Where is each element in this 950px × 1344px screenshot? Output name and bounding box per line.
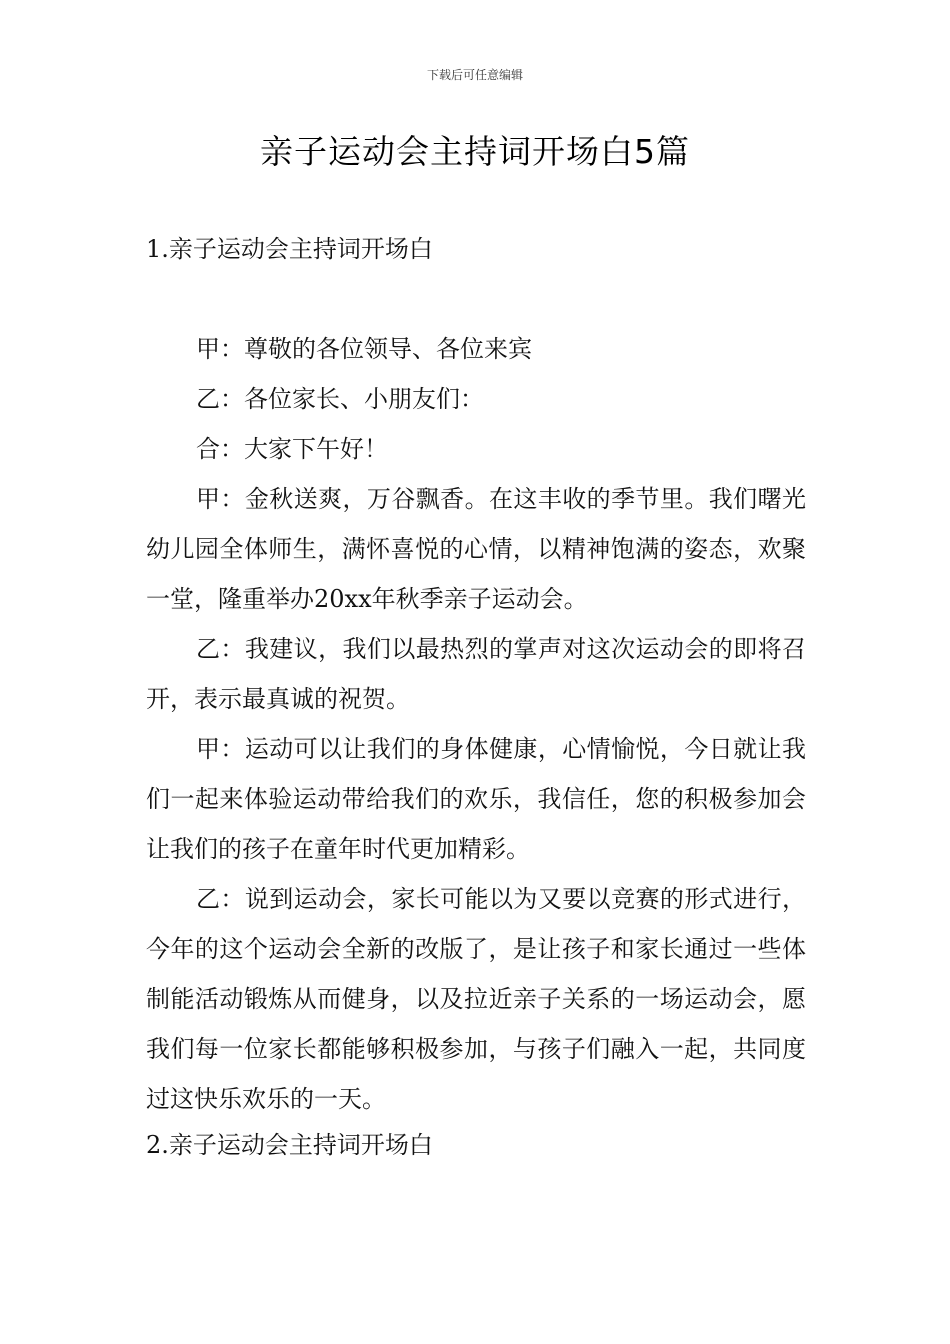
paragraph: 甲：运动可以让我们的身体健康，心情愉悦，今日就让我们一起来体验运动带给我们的欢乐，我信任，您的积极参加会让我们的孩子在童年时代更加精彩。: [146, 735, 806, 863]
paragraph: 乙：说到运动会，家长可能以为又要以竞赛的形式进行，今年的这个运动会全新的改版了，是让孩子和家长通过一些体制能活动锻炼从而健身，以及拉近亲子关系的一场运动会，愿我们每一位家长都能够积极参加，与孩子们融入一起，共同度过这快乐欢乐的一天。: [146, 885, 806, 1113]
header-note: 下载后可任意编辑: [426, 68, 523, 82]
document-title: 亲子运动会主持词开场白5篇: [260, 132, 690, 171]
paragraph: 甲：尊敬的各位领导、各位来宾: [196, 335, 532, 363]
paragraph: 乙：我建议，我们以最热烈的掌声对这次运动会的即将召开，表示最真诚的祝贺。: [146, 635, 806, 713]
paragraph: 合：大家下午好！: [196, 435, 388, 463]
section-heading-1: 1.亲子运动会主持词开场白: [146, 235, 433, 263]
section-1-body: [146, 324, 806, 1124]
paragraph: 甲：金秋送爽，万谷飘香。在这丰收的季节里。我们曙光幼儿园全体师生，满怀喜悦的心情，以精神饱满的姿态，欢聚一堂，隆重举办20xx年秋季亲子运动会。: [146, 485, 806, 613]
paragraph: 乙：各位家长、小朋友们：: [196, 385, 484, 413]
section-heading-2: 2.亲子运动会主持词开场白: [146, 1131, 433, 1159]
